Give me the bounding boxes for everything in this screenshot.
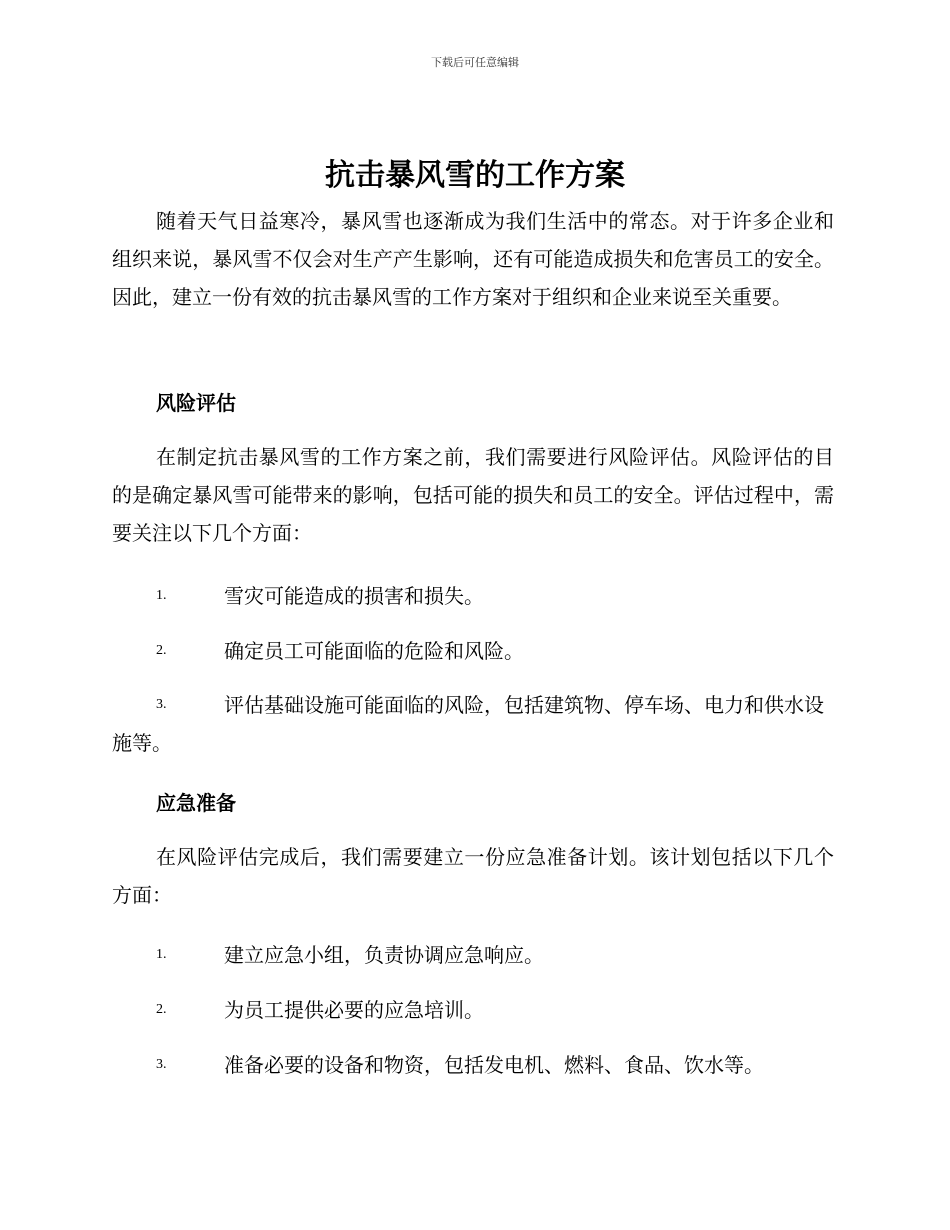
list-item-number: 2. (156, 643, 167, 658)
section-heading-risk-assessment: 风险评估 (156, 391, 236, 415)
section-heading-emergency-preparation: 应急准备 (156, 791, 236, 815)
list-item (112, 577, 834, 615)
section-paragraph-emergency-preparation: 在风险评估完成后，我们需要建立一份应急准备计划。该计划包括以下几个方面： (112, 845, 834, 907)
list-item (112, 632, 834, 670)
section-paragraph-risk-assessment: 在制定抗击暴风雪的工作方案之前，我们需要进行风险评估。风险评估的目的是确定暴风雪可能带来的影响，包括可能的损失和员工的安全。评估过程中，需要关注以下几个方面： (112, 445, 834, 545)
page-title: 抗击暴风雪的工作方案 (325, 158, 625, 193)
list-item-number: 1. (156, 588, 167, 603)
list-item-text: 为员工提供必要的应急培训。 (224, 998, 484, 1022)
list-item (112, 1046, 834, 1084)
list-item-text: 准备必要的设备和物资，包括发电机、燃料、食品、饮水等。 (224, 1053, 764, 1077)
list-item-text: 确定员工可能面临的危险和风险。 (224, 639, 524, 663)
list-item-text: 建立应急小组，负责协调应急响应。 (224, 943, 544, 967)
list-item-number: 2. (156, 1002, 167, 1017)
intro-paragraph: 随着天气日益寒冷，暴风雪也逐渐成为我们生活中的常态。对于许多企业和组织来说，暴风雪不仅会对生产产生影响，还有可能造成损失和危害员工的安全。因此，建立一份有效的抗击暴风雪的工作方案对于组织和企业来说至关重要。 (112, 209, 834, 309)
list-item (112, 686, 834, 762)
list-item-text: 评估基础设施可能面临的风险，包括建筑物、停车场、电力和供水设施等。 (112, 693, 824, 755)
list-item-number: 3. (156, 697, 167, 712)
header-note: 下载后可任意编辑 (431, 56, 519, 69)
list-item-number: 1. (156, 947, 167, 962)
list-item (112, 936, 834, 974)
list-item-text: 雪灾可能造成的损害和损失。 (224, 584, 484, 608)
list-item (112, 991, 834, 1029)
list-item-number: 3. (156, 1057, 167, 1072)
